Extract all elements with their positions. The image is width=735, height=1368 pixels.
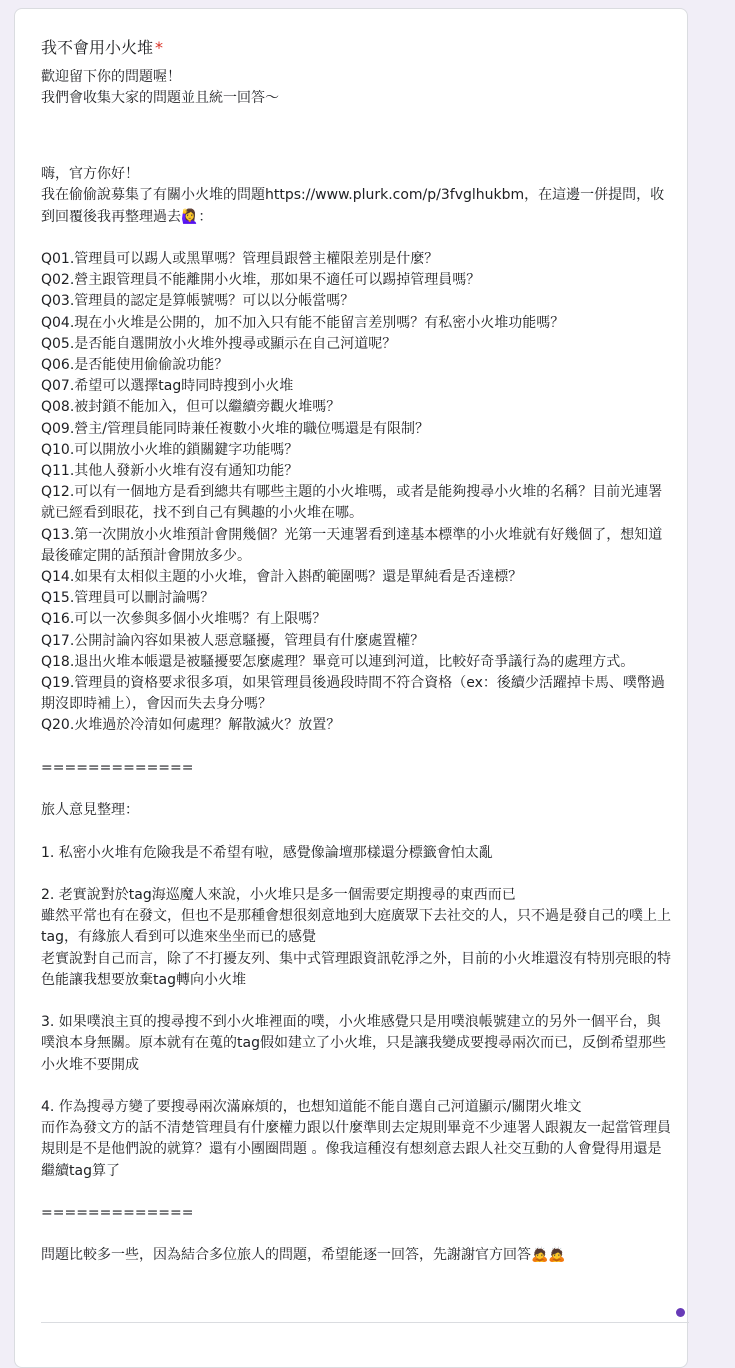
input-underline [41,1322,689,1323]
answer-line: 而作為發文方的話不清楚管理員有什麼權力跟以什麼準則去定規則畢竟不少連署人跟親友一起當管理員規則是不是他們說的就算？還有小團圈問題 。像我這種沒有想刻意去跟人社交互動的人會覺得用還是繼續tag算了 [41,1120,671,1179]
answer-line: 1. 私密小火堆有危險我是不希望有啦，感覺像論壇那樣還分標籤會怕太亂 [41,844,493,861]
answer-line: Q03.管理員的認定是算帳號嗎？可以以分帳當嗎？ [41,293,355,310]
answer-textarea[interactable] [41,143,671,1267]
answer-line: Q10.可以開放小火堆的鎖關鍵字功能嗎？ [41,441,299,458]
answer-blank-line [41,228,671,249]
question-description: 歡迎留下你的問題喔！ 我們會收集大家的問題並且統一回答～ [41,69,279,106]
answer-line: Q05.是否能自選開放小火堆外搜尋或顯示在自己河道呢？ [41,335,397,352]
answer-blank-line [41,821,671,842]
answer-line: Q09.營主/管理員能同時兼任複數小火堆的職位嗎還是有限制？ [41,420,429,437]
answer-line: ============= [41,759,194,776]
answer-line: Q14.如果有太相似主題的小火堆，會計入斟酌範圍嗎？還是單純看是否達標？ [41,569,523,586]
answer-blank-line [41,779,671,800]
answer-line: 我在偷偷說募集了有關小火堆的問題https://www.plurk.com/p/3fvglhukbm，在這邊一併提問，收到回覆後我再整理過去🙋‍♀️： [41,187,665,225]
answer-line: 旅人意見整理： [41,802,139,819]
answer-blank-line [41,991,671,1012]
answer-line: 4. 作為搜尋方變了要搜尋兩次滿麻煩的，也想知道能不能自選自己河道顯示/關閉火堆文 [41,1099,582,1116]
question-title [41,37,163,59]
answer-line: Q11.其他人發新小火堆有沒有通知功能？ [41,463,299,480]
answer-blank-line [41,864,671,885]
answer-line: Q04.現在小火堆是公開的，加不加入只有能不能留言差別嗎？有私密小火堆功能嗎？ [41,314,565,331]
question-card [14,8,688,1368]
answer-line: Q19.管理員的資格要求很多項，如果管理員後過段時間不符合資格（ex：後續少活躍掉卡馬、噗幣過期沒即時補上），會因而失去身分嗎？ [41,675,665,713]
answer-line: 嗨，官方你好！ [41,166,139,183]
answer-line: ============= [41,1205,194,1222]
answer-blank-line [41,1224,671,1245]
answer-line: Q08.被封鎖不能加入，但可以繼續旁觀火堆嗎？ [41,399,341,416]
answer-line: Q18.退出火堆本帳還是被騷擾要怎麼處理？畢竟可以連到河道，比較好奇爭議行為的處理方式。 [41,653,635,670]
answer-line: Q07.希望可以選擇tag時同時搜到小火堆 [41,378,294,395]
answer-line: Q16.可以一次參與多個小火堆嗎？有上限嗎？ [41,611,327,628]
answer-line: 3. 如果噗浪主頁的搜尋搜不到小火堆裡面的噗，小火堆感覺只是用噗浪帳號建立的另外一個平台，與噗浪本身無關。原本就有在蒐的tag假如建立了小火堆，只是讓我變成要搜尋兩次而已，反倒希望那些小火堆不要開成 [41,1014,666,1073]
answer-blank-line [41,737,671,758]
answer-blank-line [41,1182,671,1203]
answer-line: 雖然平常也有在發文，但也不是那種會想很刻意地到大庭廣眾下去社交的人，只不過是發自己的噗上上tag，有緣旅人看到可以進來坐坐而已的感覺 [41,908,671,946]
answer-line: Q02.營主跟管理員不能離開小火堆，那如果不適任可以踢掉管理員嗎？ [41,272,481,289]
answer-line: Q20.火堆過於冷清如何處理？解散滅火？放置？ [41,717,341,734]
question-title-text: 我不會用小火堆 [41,38,154,57]
answer-line: 問題比較多一些，因為結合多位旅人的問題，希望能逐一回答，先謝謝官方回答🙇🙇 [41,1247,566,1264]
answer-blank-line [41,1076,671,1097]
answer-line: Q06.是否能使用偷偷說功能？ [41,357,229,373]
answer-line: 2. 老實說對於tag海巡魔人來說，小火堆只是多一個需要定期搜尋的東西而已 [41,887,516,904]
answer-line: Q15.管理員可以刪討論嗎？ [41,590,215,607]
answer-line: Q01.管理員可以踢人或黑單嗎？管理員跟營主權限差別是什麼？ [41,250,439,267]
answer-line: 老實說對自己而言，除了不打擾友列、集中式管理跟資訊乾淨之外，目前的小火堆還沒有特別亮眼的特色能讓我想要放棄tag轉向小火堆 [41,950,671,988]
answer-line: Q13.第一次開放小火堆預計會開幾個？光第一天連署看到達基本標準的小火堆就有好幾個了，想知道最後確定開的話預計會開放多少。 [41,526,663,564]
answer-line: Q12.可以有一個地方是看到總共有哪些主題的小火堆嗎，或者是能夠搜尋小火堆的名稱？目前光連署就已經看到眼花，找不到自己有興趣的小火堆在哪。 [41,484,663,522]
answer-line: Q17.公開討論內容如果被人惡意騷擾，管理員有什麼處置權？ [41,632,425,649]
focus-indicator-dot [676,1308,685,1317]
required-mark: * [155,38,164,57]
answer-blank-line [41,143,671,164]
